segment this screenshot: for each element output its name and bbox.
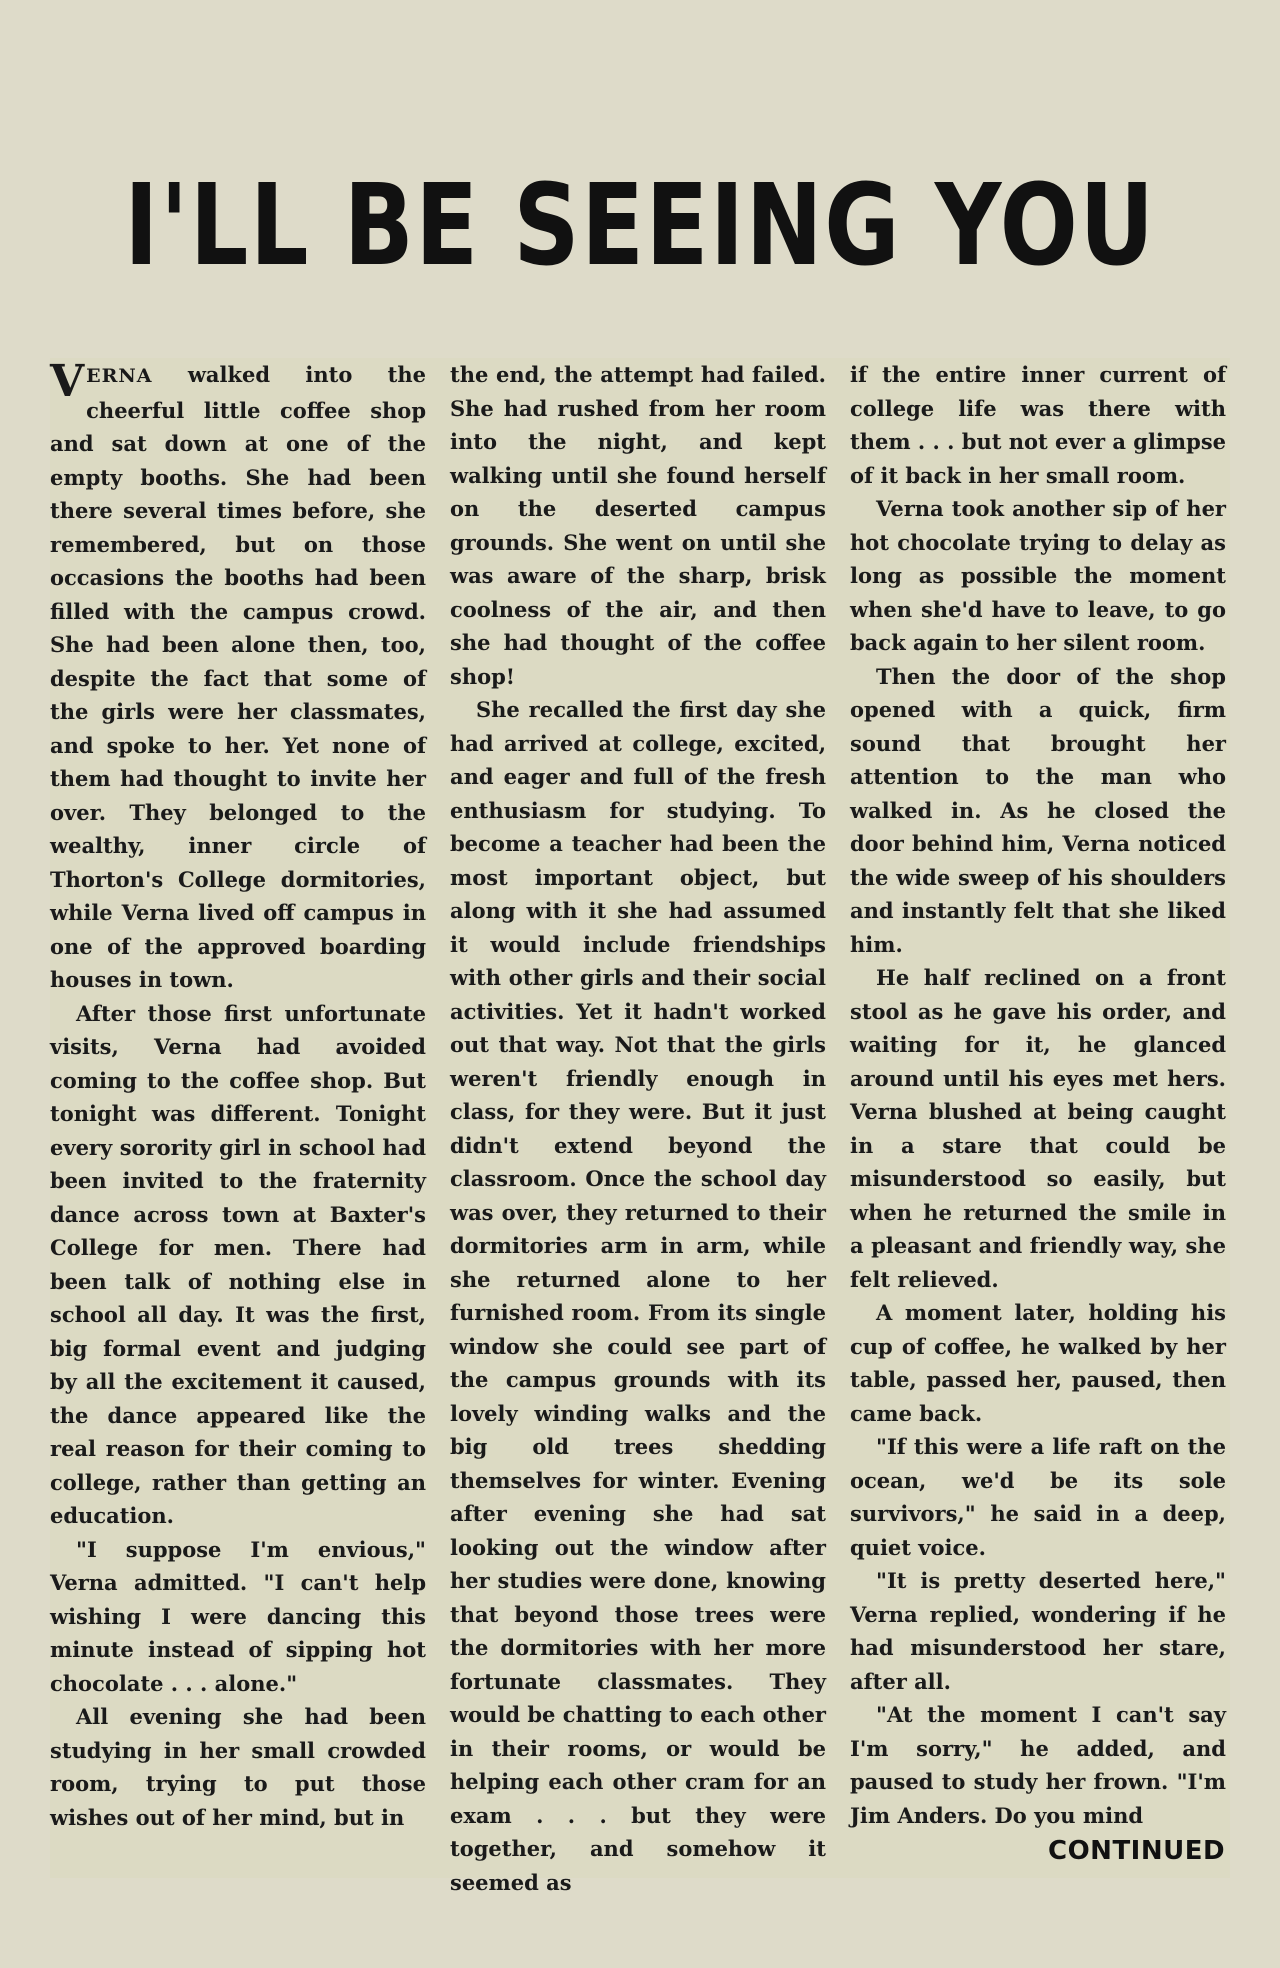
paragraph: "If this were a life raft on the ocean, we'd be its sole survivors," he said in a deep, quiet voice. (850, 1434, 1226, 1560)
story-title: I'LL BE SEEING YOU (124, 161, 1156, 291)
lead-word: ERNA (86, 365, 153, 387)
paragraph: He half reclined on a front stool as he gave his order, and waiting for it, he glanced around until his eyes met hers. Verna blushed at being caught in a stare that could be misunderstood so easily, but when he returned the smile in a pleasant and friendly way, she felt relieved. (850, 965, 1226, 1292)
paragraph: the end, the attempt had failed. She had rushed from her room into the night, and kept walking until she found herself on the deserted campus grounds. She went on until she was aware of the sharp, brisk coolness of the air, and then she had thought of the coffee shop! (450, 362, 826, 689)
paragraph: "It is pretty deserted here," Verna replied, wondering if he had misunderstood her stare, after all. (850, 1568, 1226, 1694)
paragraph: "At the moment I can't say I'm sorry," he added, and paused to study her frown. "I'm Jim Anders. Do you mind (850, 1702, 1226, 1828)
paragraph (50, 358, 426, 997)
text-column-1 (50, 358, 426, 1834)
paragraph: She recalled the first day she had arrived at college, excited, and eager and full of the fresh enthusiasm for studying. To become a teacher had been the most important object, but along with it she had assumed it would include friendships with other girls and their social activities. Yet it hadn't worked out that way. Not that the girls weren't friendly enough in class, for they were. But it just didn't extend beyond the classroom. Once the school day was over, they returned to their dormitories arm in arm, while she returned alone to her furnished room. From its single window she could see part of the campus grounds with its lovely winding walks and the big old trees shedding themselves for winter. Evening after evening she had sat looking out the window after her studies were done, knowing that beyond those trees were the dormitories with her more fortunate classmates. They would be chatting to each other in their rooms, or would be helping each other cram for an exam . . . but they were together, and somehow it seemed as (450, 697, 826, 1895)
drop-cap: V (50, 356, 85, 407)
paragraph: A moment later, holding his cup of coffee, he walked by her table, passed her, paused, then came back. (850, 1300, 1226, 1426)
paragraph: Then the door of the shop opened with a quick, firm sound that brought her attention to the man who walked in. As he closed the door behind him, Verna noticed the wide sweep of his shoulders and instantly felt that she liked him. (850, 663, 1226, 957)
continued-label: CONTINUED (1048, 1836, 1226, 1866)
paragraph-text: walked into the cheerful little coffee shop and sat down at one of the empty booths. She had been there several times before, she remembered, but on those occasions the booths had been filled with the campus crowd. She had been alone then, too, despite the fact that some of the girls were her classmates, and spoke to her. Yet none of them had thought to invite her over. They belonged to the wealthy, inner circle of Thorton's College dormitories, while Verna lived off campus in one of the approved boarding houses in town. (50, 362, 426, 992)
paragraph: "I suppose I'm envious," Verna admitted. "I can't help wishing I were dancing this minute instead of sipping hot chocolate . . . alone." (50, 1536, 426, 1696)
paragraph: Verna took another sip of her hot chocolate trying to delay as long as possible the moment when she'd have to leave, to go back again to her silent room. (850, 496, 1226, 655)
paragraph: if the entire inner current of college life was there with them . . . but not ever a glimpse of it back in her small room. (850, 362, 1226, 488)
story-body (50, 356, 1230, 1895)
paragraph: After those first unfortunate visits, Verna had avoided coming to the coffee shop. But tonight was different. Tonight every sorority girl in school had been invited to the fraternity dance across town at Baxter's College for men. There had been talk of nothing else in school all day. It was the first, big formal event and judging by all the excitement it caused, the dance appeared like the real reason for their coming to college, rather than getting an education. (50, 1000, 426, 1528)
text-column-2 (450, 358, 826, 1899)
text-column-3 (850, 358, 1226, 1832)
paragraph: All evening she had been studying in her small crowded room, trying to put those wishes out of her mind, but in (50, 1704, 426, 1830)
